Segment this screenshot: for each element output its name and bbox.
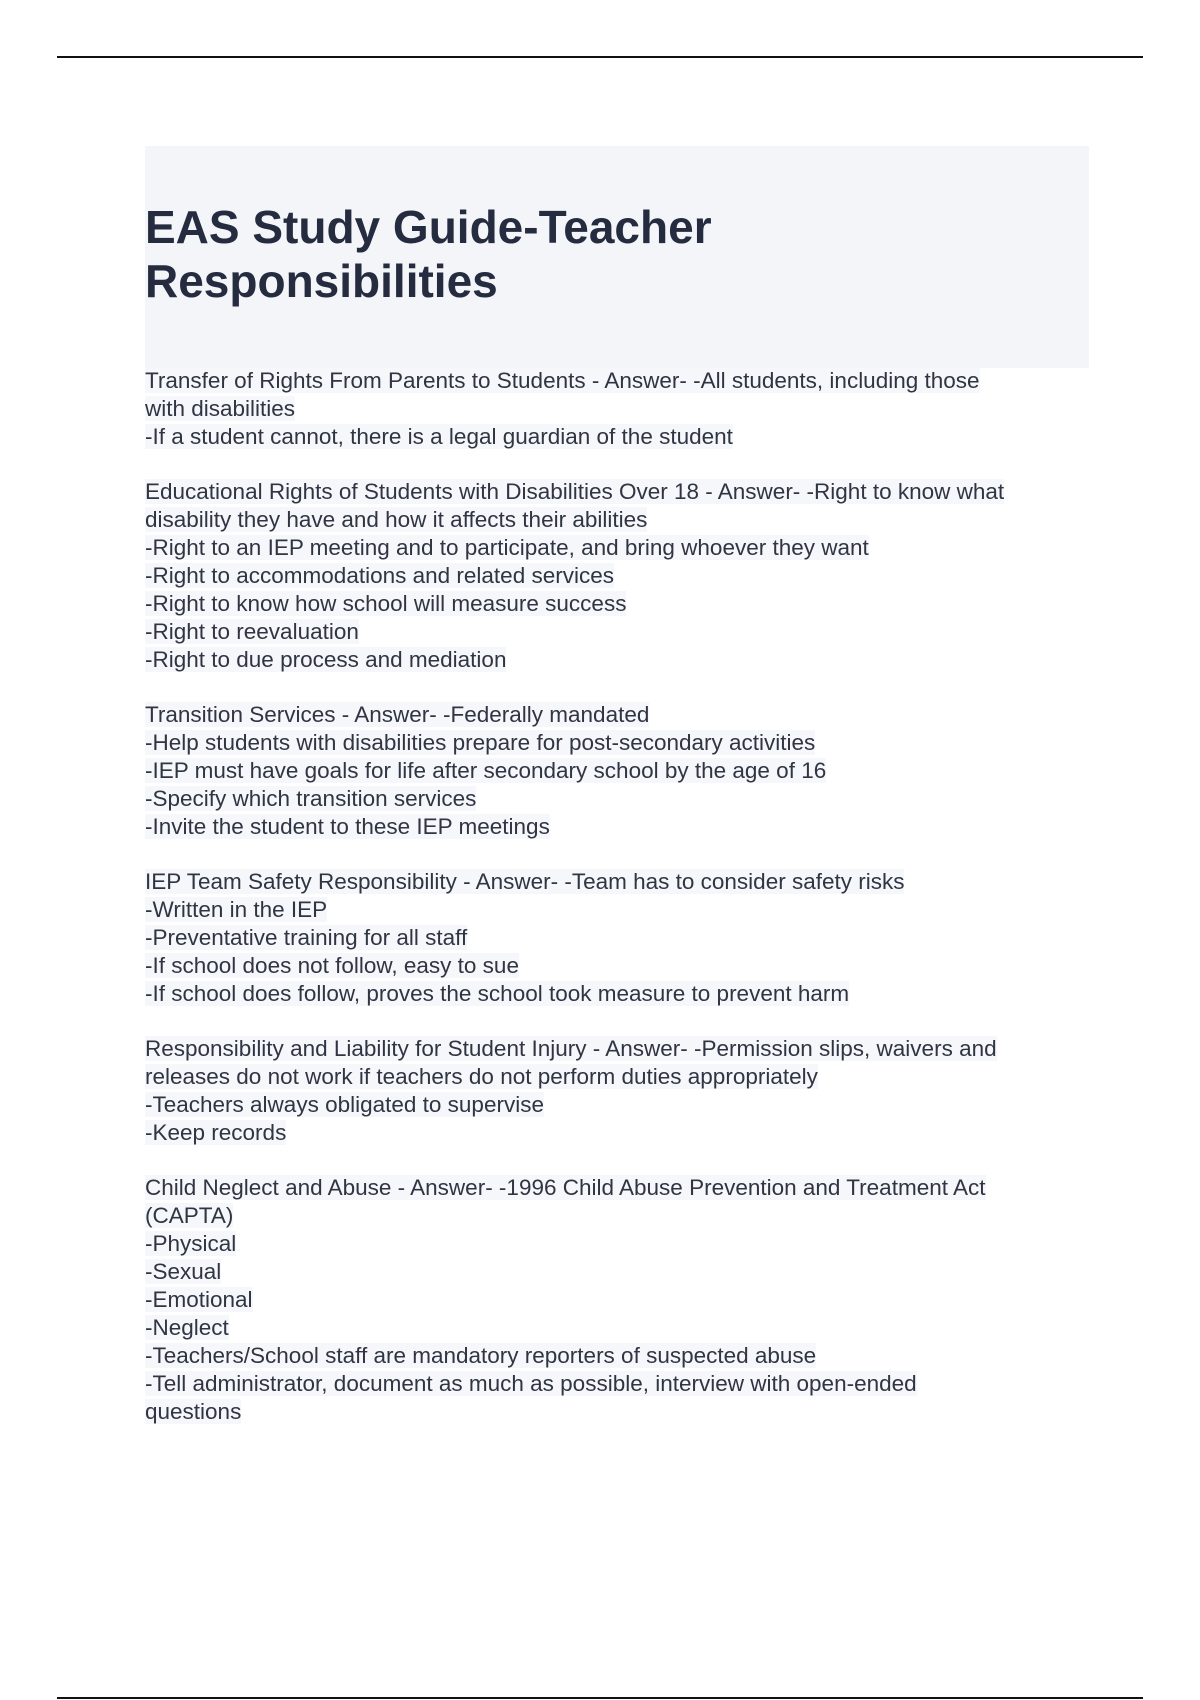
- entry-line: IEP Team Safety Responsibility - Answer- -Team has to consider safety risks: [145, 869, 905, 894]
- bottom-rule: [57, 1697, 1143, 1699]
- entry-line: -Teachers always obligated to supervise: [145, 1092, 544, 1117]
- entry-line: -Invite the student to these IEP meetings: [145, 814, 550, 839]
- entry-line: -Sexual: [145, 1259, 222, 1284]
- entry-line: -Tell administrator, document as much as possible, interview with open-ended: [145, 1371, 917, 1396]
- entry-line: -Help students with disabilities prepare for post-secondary activities: [145, 730, 816, 755]
- top-rule: [57, 56, 1143, 58]
- entry-line: -Emotional: [145, 1287, 253, 1312]
- qa-entry-transition-services: [145, 701, 1089, 841]
- entry-line: Transition Services - Answer- -Federally mandated: [145, 702, 650, 727]
- entry-line: (CAPTA): [145, 1203, 234, 1228]
- entry-line: -Written in the IEP: [145, 897, 328, 922]
- entry-line: -If school does follow, proves the school took measure to prevent harm: [145, 981, 850, 1006]
- entry-line: Child Neglect and Abuse - Answer- -1996 Child Abuse Prevention and Treatment Act: [145, 1175, 986, 1200]
- entry-line: -Right to accommodations and related services: [145, 563, 614, 588]
- entry-line: -Right to know how school will measure success: [145, 591, 627, 616]
- entry-line: -Physical: [145, 1231, 237, 1256]
- entry-line: -IEP must have goals for life after secondary school by the age of 16: [145, 758, 827, 783]
- entry-line: Educational Rights of Students with Disabilities Over 18 - Answer- -Right to know what: [145, 479, 1005, 504]
- entry-line: with disabilities: [145, 396, 296, 421]
- entry-line: -Keep records: [145, 1120, 287, 1145]
- document-title: [145, 200, 1045, 308]
- document-body: [145, 367, 1089, 1453]
- entry-line: -Right to an IEP meeting and to participate, and bring whoever they want: [145, 535, 869, 560]
- qa-entry-educational-rights: [145, 478, 1089, 674]
- qa-entry-student-injury-liability: [145, 1035, 1089, 1147]
- qa-entry-child-neglect-abuse: [145, 1174, 1089, 1426]
- entry-line: -Preventative training for all staff: [145, 925, 468, 950]
- entry-line: -Teachers/School staff are mandatory reporters of suspected abuse: [145, 1343, 817, 1368]
- entry-line: Responsibility and Liability for Student Injury - Answer- -Permission slips, waivers and: [145, 1036, 997, 1061]
- entry-line: -Specify which transition services: [145, 786, 477, 811]
- entry-line: Transfer of Rights From Parents to Students - Answer- -All students, including those: [145, 368, 980, 393]
- entry-line: -Neglect: [145, 1315, 229, 1340]
- entry-line: -Right to due process and mediation: [145, 647, 507, 672]
- entry-line: disability they have and how it affects their abilities: [145, 507, 648, 532]
- entry-line: -If a student cannot, there is a legal guardian of the student: [145, 424, 733, 449]
- title-line-1: EAS Study Guide-Teacher: [145, 201, 712, 253]
- qa-entry-transfer-of-rights: [145, 367, 1089, 451]
- entry-line: -Right to reevaluation: [145, 619, 359, 644]
- title-line-2: Responsibilities: [145, 255, 498, 307]
- entry-line: releases do not work if teachers do not perform duties appropriately: [145, 1064, 818, 1089]
- entry-line: questions: [145, 1399, 242, 1424]
- entry-line: -If school does not follow, easy to sue: [145, 953, 519, 978]
- qa-entry-iep-team-safety: [145, 868, 1089, 1008]
